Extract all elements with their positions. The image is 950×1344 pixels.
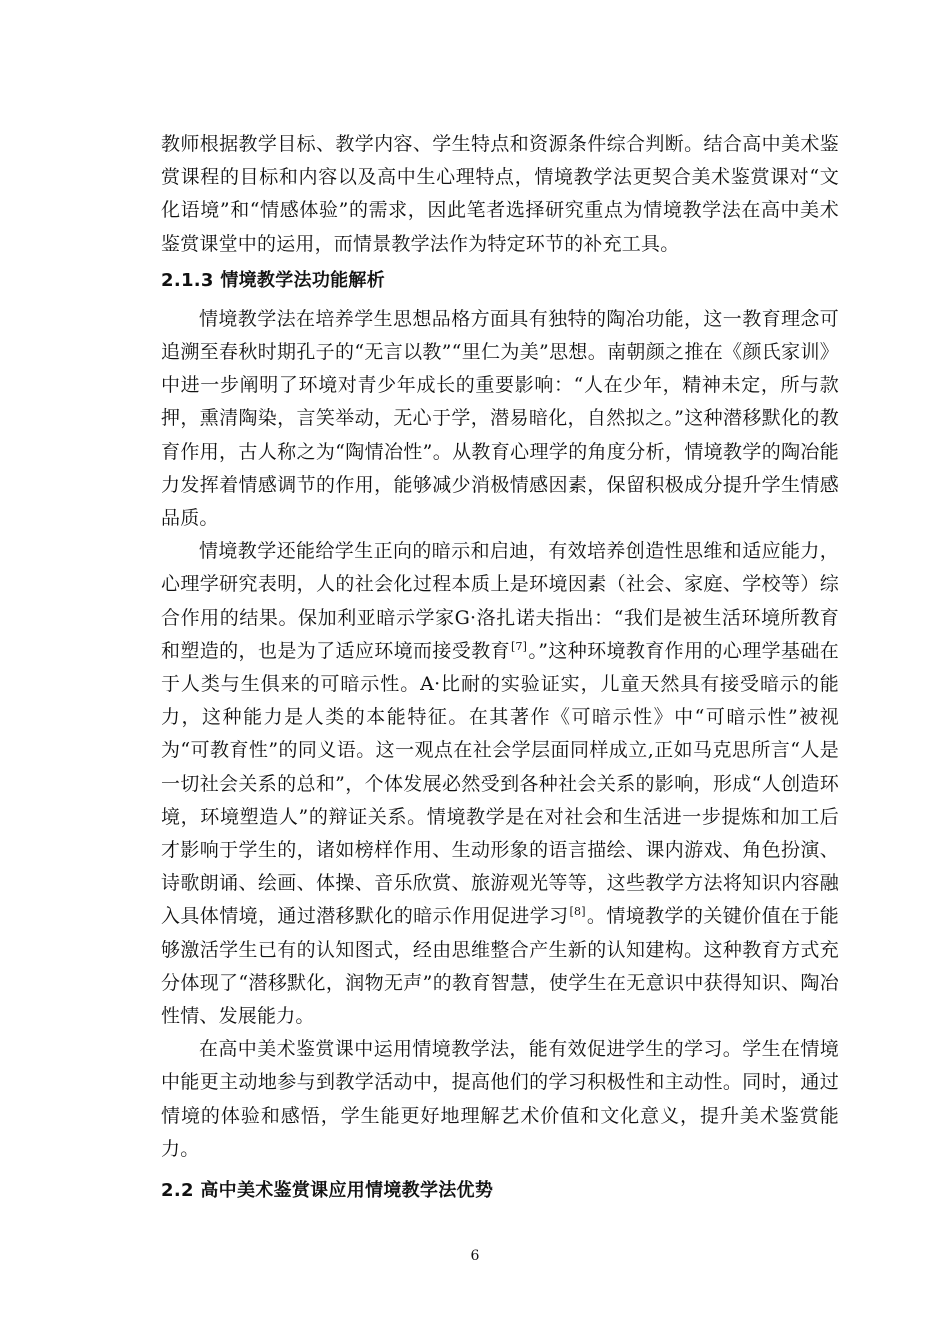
paragraph-2-text-part-2: 。”这种环境教育作用的心理学基础在于人类与生俱来的可暗示性。A·比耐的实验证实，儿童天然具有接受暗示的能力，这种能力是人类的本能特征。在其著作《可暗示性》中“可暗示性”被视为“可教育性”的同义语。这一观点在社会学层面同样成立,正如马克思所言“人是一切社会关系的总和”，个体发展必然受到各种社会关系的影响，形成“人创造环境，环境塑造人”的辩证关系。情境教学是在对社会和生活进一步提炼和加工后才影响于学生的，诸如榜样作用、生动形象的语言描绘、课内游戏、角色扮演、诗歌朗诵、绘画、体操、音乐欣赏、旅游观光等等，这些教学方法将知识内容融入具体情境，通过潜移默化的暗示作用促进学习: [161, 639, 839, 928]
paragraph-2-text-part-3: 。情境教学的关键价值在于能够激活学生已有的认知图式，经由思维整合产生新的认知建构。这种教育方式充分体现了“潜移默化，润物无声”的教育智慧，使学生在无意识中获得知识、陶冶性情、发展能力。: [161, 905, 839, 1028]
section-heading-2-2: 2.2 高中美术鉴赏课应用情境教学法优势: [161, 1180, 494, 1202]
intro-paragraph: 教师根据教学目标、教学内容、学生特点和资源条件综合判断。结合高中美术鉴赏课程的目标和内容以及高中生心理特点，情境教学法更契合美术鉴赏课对“文化语境”和“情感体验”的需求，因此笔者选择研究重点为情境教学法在高中美术鉴赏课堂中的运用，而情景教学法作为特定环节的补充工具。: [161, 133, 839, 255]
section-heading-2-1-3: 2.1.3 情境教学法功能解析: [161, 269, 386, 291]
body-paragraph-2: [161, 535, 839, 1033]
page-body: [161, 128, 839, 1213]
page-number: 6: [470, 1248, 480, 1264]
body-paragraph-3: 在高中美术鉴赏课中运用情境教学法，能有效促进学生的学习。学生在情境中能更主动地参与到教学活动中，提高他们的学习积极性和主动性。同时，通过情境的体验和感悟，学生能更好地理解艺术价值和文化意义，提升美术鉴赏能力。: [161, 1038, 839, 1160]
body-paragraph-1: 情境教学法在培养学生思想品格方面具有独特的陶冶功能，这一教育理念可追溯至春秋时期孔子的“无言以教”“里仁为美”思想。南朝颜之推在《颜氏家训》中进一步阐明了环境对青少年成长的重要影响：“人在少年，精神未定，所与款押，熏清陶染，言笑举动，无心于学，潜易暗化，自然拟之。”这种潜移默化的教育作用，古人称之为“陶情冶性”。从教育心理学的角度分析，情境教学的陶冶能力发挥着情感调节的作用，能够减少消极情感因素，保留积极成分提升学生情感品质。: [161, 307, 839, 530]
citation-reference-8: [8]: [569, 905, 586, 919]
paragraph-2-text-part-1: 情境教学还能给学生正向的暗示和启迪，有效培养创造性思维和适应能力，心理学研究表明，人的社会化过程本质上是环境因素（社会、家庭、学校等）综合作用的结果。保加利亚暗示学家G·洛扎诺夫指出：“我们是被生活环境所教育和塑造的，也是为了适应环境而接受教育: [161, 540, 839, 662]
citation-reference-7: [7]: [510, 639, 528, 653]
